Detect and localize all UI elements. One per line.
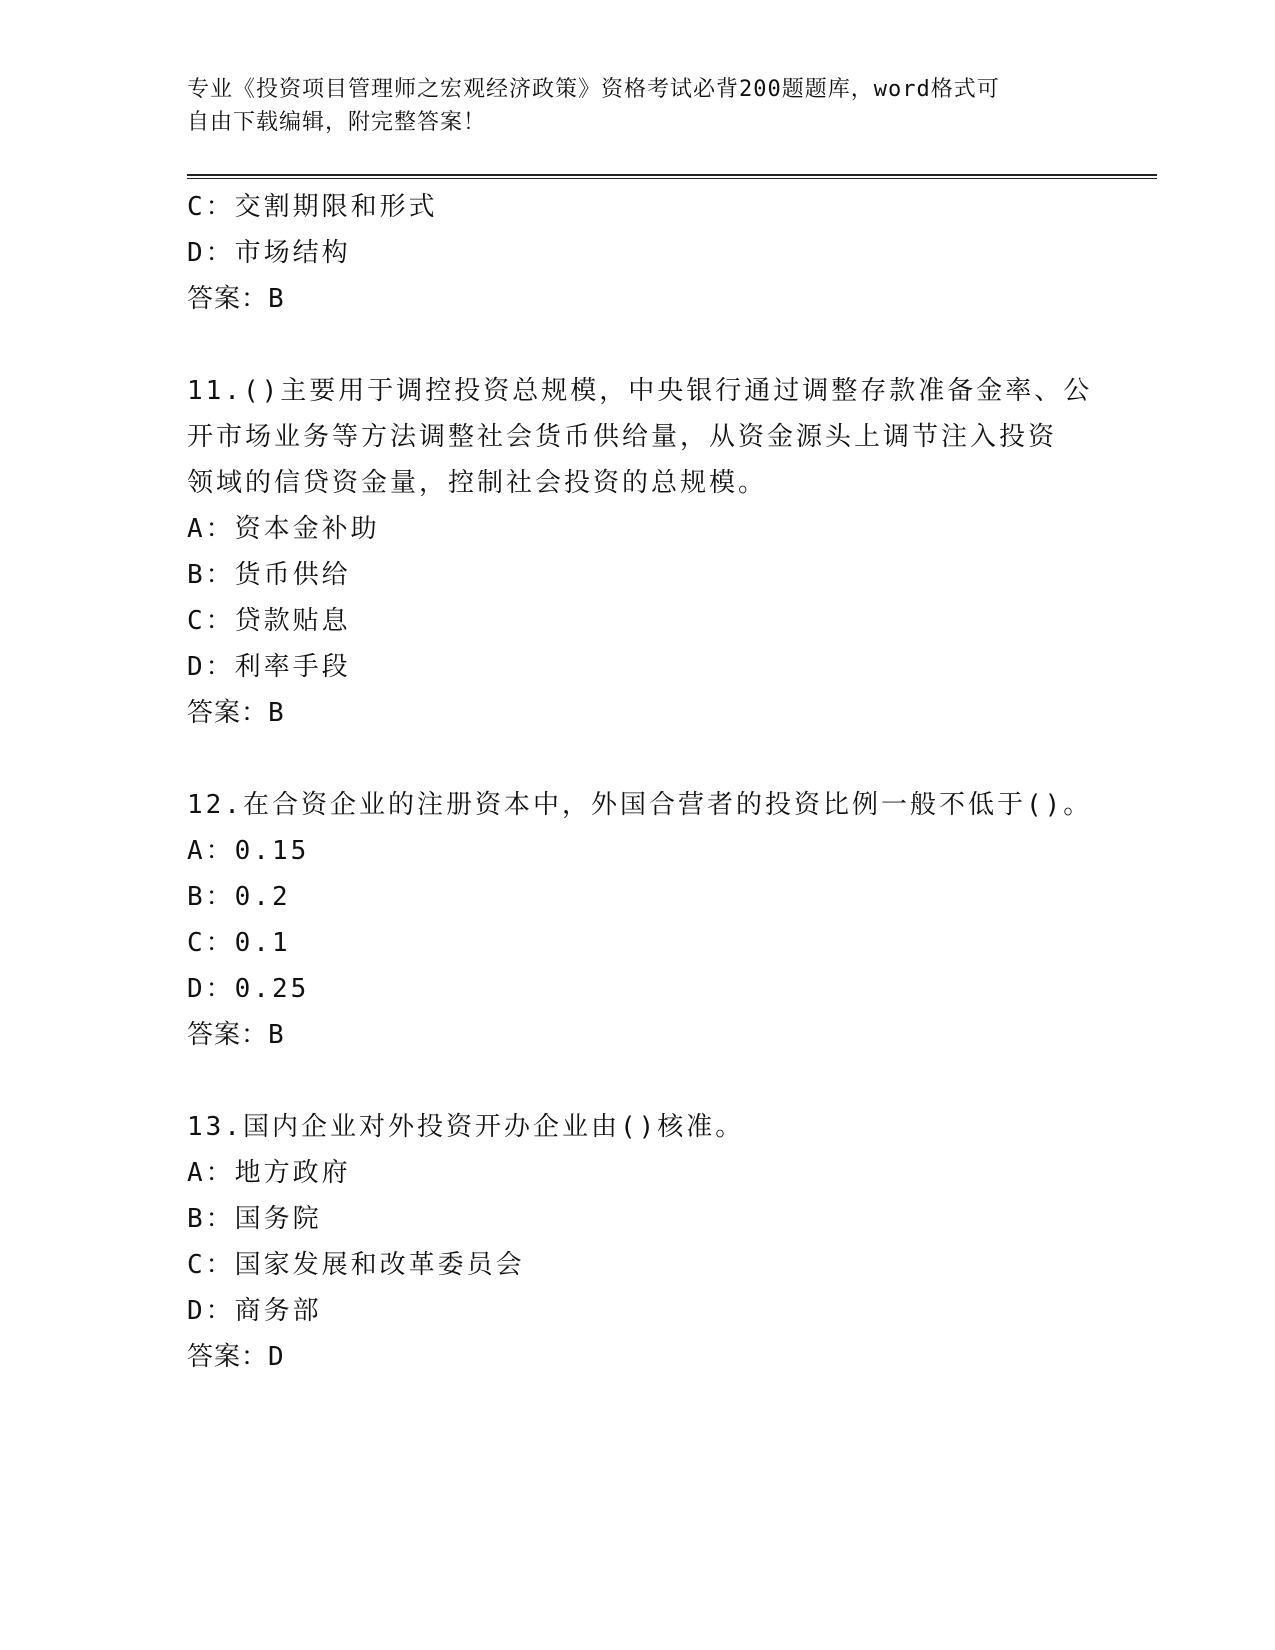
question-line: 开市场业务等方法调整社会货币供给量，从资金源头上调节注入投资 [187,422,1058,452]
document-page [187,0,1157,1380]
option-b: B：0.2 [187,882,291,912]
question-text [187,782,1157,828]
option-a: A：资本金补助 [187,514,380,544]
question-11 [187,368,1157,736]
question-12 [187,782,1157,1058]
option-d: D：0.25 [187,974,310,1004]
question-line: 11.()主要用于调控投资总规模，中央银行通过调整存款准备金率、公 [187,376,1093,406]
document-header [187,73,1067,139]
answer: 答案：B [187,698,285,728]
option-c: C：贷款贴息 [187,606,351,636]
option-b: B：国务院 [187,1204,322,1234]
option-c: C：0.1 [187,928,291,958]
question-13 [187,1104,1157,1380]
option-d: D：商务部 [187,1296,322,1326]
header-divider [187,174,1157,179]
option-b: B：货币供给 [187,560,351,590]
question-line: 12.在合资企业的注册资本中，外国合营者的投资比例一般不低于()。 [187,790,1093,820]
answer: 答案：B [187,284,285,314]
question-text [187,368,1157,506]
question-line: 13.国内企业对外投资开办企业由()核准。 [187,1112,745,1142]
answer: 答案：B [187,1020,285,1050]
option-d: D：利率手段 [187,652,351,682]
question-partial [187,184,1157,322]
header-line-2: 自由下载编辑，附完整答案！ [187,110,487,135]
question-line: 领域的信贷资金量，控制社会投资的总规模。 [187,468,768,498]
option-a: A：0.15 [187,836,310,866]
option-c: C：交割期限和形式 [187,192,438,222]
question-text [187,1104,1157,1150]
answer: 答案：D [187,1342,285,1372]
header-line-1: 专业《投资项目管理师之宏观经济政策》资格考试必背200题题库，word格式可 [187,77,1000,102]
option-a: A：地方政府 [187,1158,351,1188]
option-c: C：国家发展和改革委员会 [187,1250,525,1280]
option-d: D：市场结构 [187,238,351,268]
